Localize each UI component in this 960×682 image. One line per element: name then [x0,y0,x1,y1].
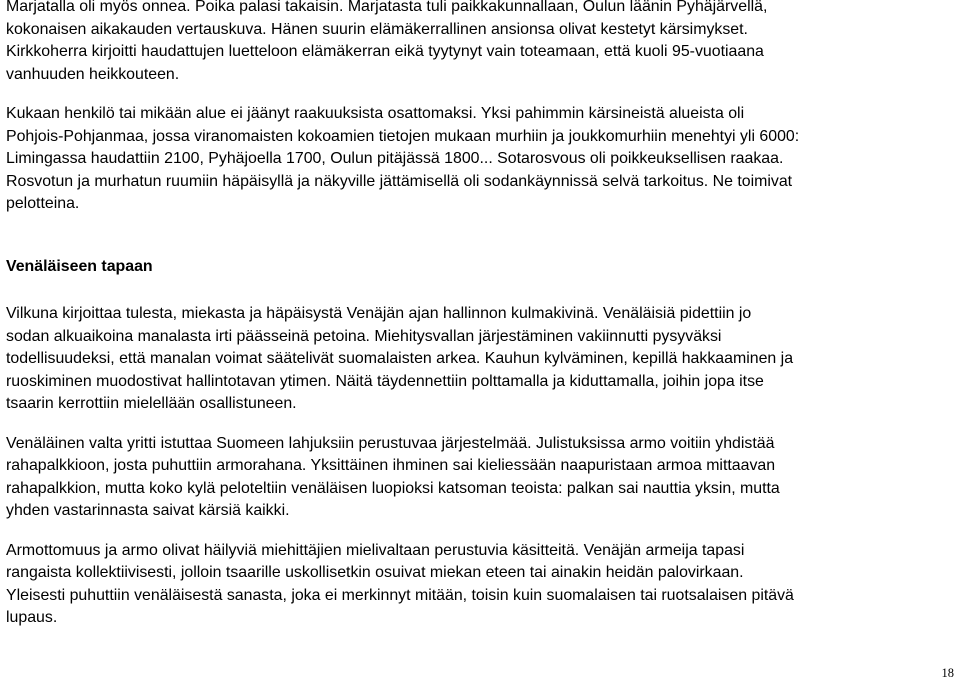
text-line: rahapalkkion, mutta koko kylä peloteltiin venäläisen luopioksi katsoman teoista: palkan sai nauttia yksin, mutta [6,479,780,497]
text-line: Kirkkoherra kirjoitti haudattujen luetteloon elämäkerran eikä tyytynyt vain toteamaan, että kuoli 95-vuotiaana [6,43,764,60]
text-line: rahapalkkioon, josta puhuttiin armorahana. Yksittäinen ihminen sai kieliessään naapuristaan armoa mittaavan [6,457,776,474]
page-number: 18 [941,666,954,680]
section-heading: Venäläiseen tapaan [6,257,153,275]
text-line: yhden vastarinnasta saivat kärsiä kaikki. [6,502,290,519]
paragraph-mercy [6,540,954,630]
text-line: rangaista kollektiivisesti, jolloin tsaarille uskollisetkin osuivat miekan eteen tai ainakin heidän palovirkaan. [6,564,744,581]
section-spacer [6,216,954,256]
paragraph-administration [6,303,954,416]
text-line: kokonaisen aikakauden vertauskuva. Hänen suurin elämäkerrallinen ansionsa olivat kestetyt kärsimykset. [6,20,748,38]
paragraph-atrocities [6,103,954,216]
text-line: Rosvotun ja murhatun ruumiin häpäisyllä ja näkyville jättämisellä oli sodankäynnissä selvä tarkoitus. Ne toimivat [6,172,793,190]
text-line: Yleisesti puhuttiin venäläisestä sanasta, joka ei merkinnyt mitään, toisin kuin suomalaisen tai ruotsalaisen pitävä [6,586,794,604]
text-line: pelotteina. [6,195,80,212]
text-line: Kukaan henkilö tai mikään alue ei jäänyt raakuuksista osattomaksi. Yksi pahimmin kärsineistä alueista oli [6,105,745,122]
text-line: tsaarin kerrottiin mielellään osallistuneen. [6,395,297,412]
text-line: Limingassa haudattiin 2100, Pyhäjoella 1700, Oulun pitäjässä 1800... Sotarosvous oli poikkeuksellisen raakaa. [6,150,784,167]
text-line: sodan alkuaikoina manalasta irti päässeinä petoina. Miehitysvallan järjestäminen vakiinnutti pysyväksi [6,327,722,345]
heading-spacer [6,278,954,303]
text-line: Armottomuus ja armo olivat häilyviä miehittäjien mielivaltaan perustuvia käsitteitä. Venäjän armeija tapasi [6,541,745,559]
text-line: Venäläinen valta yritti istuttaa Suomeen lahjuksiin perustuvaa järjestelmää. Julistuksissa armo voitiin yhdistää [6,434,775,452]
intro-paragraph [6,0,954,86]
document-page [6,0,954,630]
text-line: todellisuudeksi, että manalan voimat säätelivät suomalaisten arkea. Kauhun kylväminen, kepillä hakkaaminen ja [6,350,794,367]
paragraph-spacer [6,523,954,540]
text-line: ruoskiminen muodostivat hallintotavan ytimen. Näitä täydennettiin polttamalla ja kiduttamalla, joihin jopa itse [6,372,764,390]
paragraph-spacer [6,86,954,103]
text-line: vanhuuden heikkouteen. [6,65,180,83]
text-line: Marjatalla oli myös onnea. Poika palasi takaisin. Marjatasta tuli paikkakunnallaan, Oulun läänin Pyhäjärvellä, [6,0,768,15]
text-line: lupaus. [6,609,58,626]
text-line: Vilkuna kirjoittaa tulesta, miekasta ja häpäisystä Venäjän ajan hallinnon kulmakivinä. Venäläisiä pidettiin jo [6,305,752,322]
paragraph-spacer [6,416,954,433]
text-line: Pohjois-Pohjanmaa, jossa viranomaisten kokoamien tietojen mukaan murhiin ja joukkomurhiin menehtyi yli 6000: [6,127,800,145]
paragraph-bribery [6,433,954,523]
